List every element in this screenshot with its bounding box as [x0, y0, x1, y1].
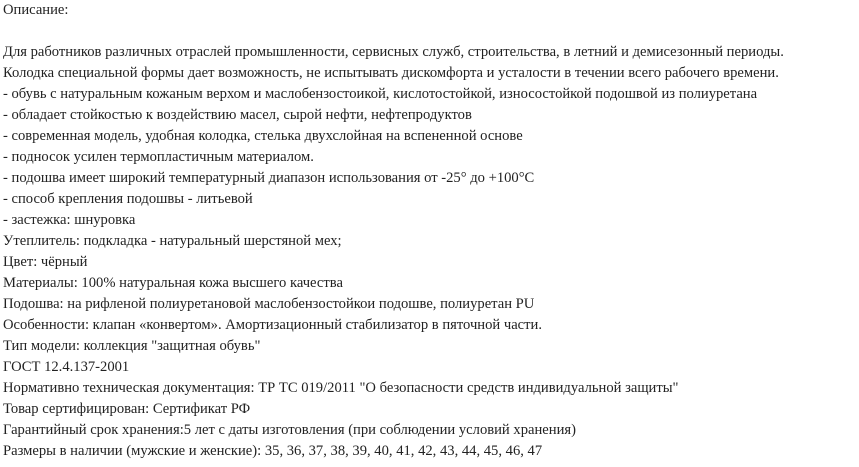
spec-gost: ГОСТ 12.4.137-2001	[3, 359, 130, 375]
description-line-intro-2: Колодка специальной формы дает возможность, не испытывать дискомфорта и усталости в течении всего рабочего времени.	[3, 65, 779, 81]
spec-materials: Материалы: 100% натуральная кожа высшего качества	[3, 275, 343, 291]
spec-sole: Подошва: на рифленой полиуретановой маслобензостойкои подошве, полиуретан PU	[3, 296, 535, 312]
spec-regulatory-docs: Нормативно техническая документация: ТР ТС 019/2011 "О безопасности средств индивидуальной защиты"	[3, 380, 679, 396]
spec-model-type: Тип модели: коллекция "защитная обувь"	[3, 338, 261, 354]
spec-warranty: Гарантийный срок хранения:5 лет с даты изготовления (при соблюдении условий хранения)	[3, 422, 576, 438]
feature-upper-sole: - обувь с натуральным кожаным верхом и маслобензостоикой, кислотостойкой, износостойкой подошвой из полиуретана	[3, 86, 758, 102]
description-heading: Описание:	[3, 2, 69, 18]
feature-toe-cap: - подносок усилен термопластичным материалом.	[3, 149, 314, 165]
description-line-intro-1: Для работников различных отраслей промышленности, сервисных служб, строительства, в летний и демисезонный периоды.	[3, 44, 784, 60]
spec-certification: Товар сертифицирован: Сертификат РФ	[3, 401, 251, 417]
feature-temperature-range: - подошва имеет широкий температурный диапазон использования от -25° до +100°С	[3, 170, 535, 186]
spec-sizes: Размеры в наличии (мужские и женские): 35, 36, 37, 38, 39, 40, 41, 42, 43, 44, 45, 46, 47	[3, 443, 543, 459]
spec-features: Особенности: клапан «конвертом». Амортизационный стабилизатор в пяточной части.	[3, 317, 542, 333]
product-description	[3, 0, 859, 462]
feature-modern-model: - современная модель, удобная колодка, стелька двухслойная на вспененной основе	[3, 128, 523, 144]
feature-sole-attachment: - способ крепления подошвы - литьевой	[3, 191, 253, 207]
paragraph-spacer	[3, 21, 859, 42]
spec-insulation: Утеплитель: подкладка - натуральный шерстяной мех;	[3, 233, 342, 249]
spec-color: Цвет: чёрный	[3, 254, 88, 270]
feature-oil-resistance: - обладает стойкостью к воздействию масел, сырой нефти, нефтепродуктов	[3, 107, 472, 123]
feature-fastener: - застежка: шнуровка	[3, 212, 136, 228]
